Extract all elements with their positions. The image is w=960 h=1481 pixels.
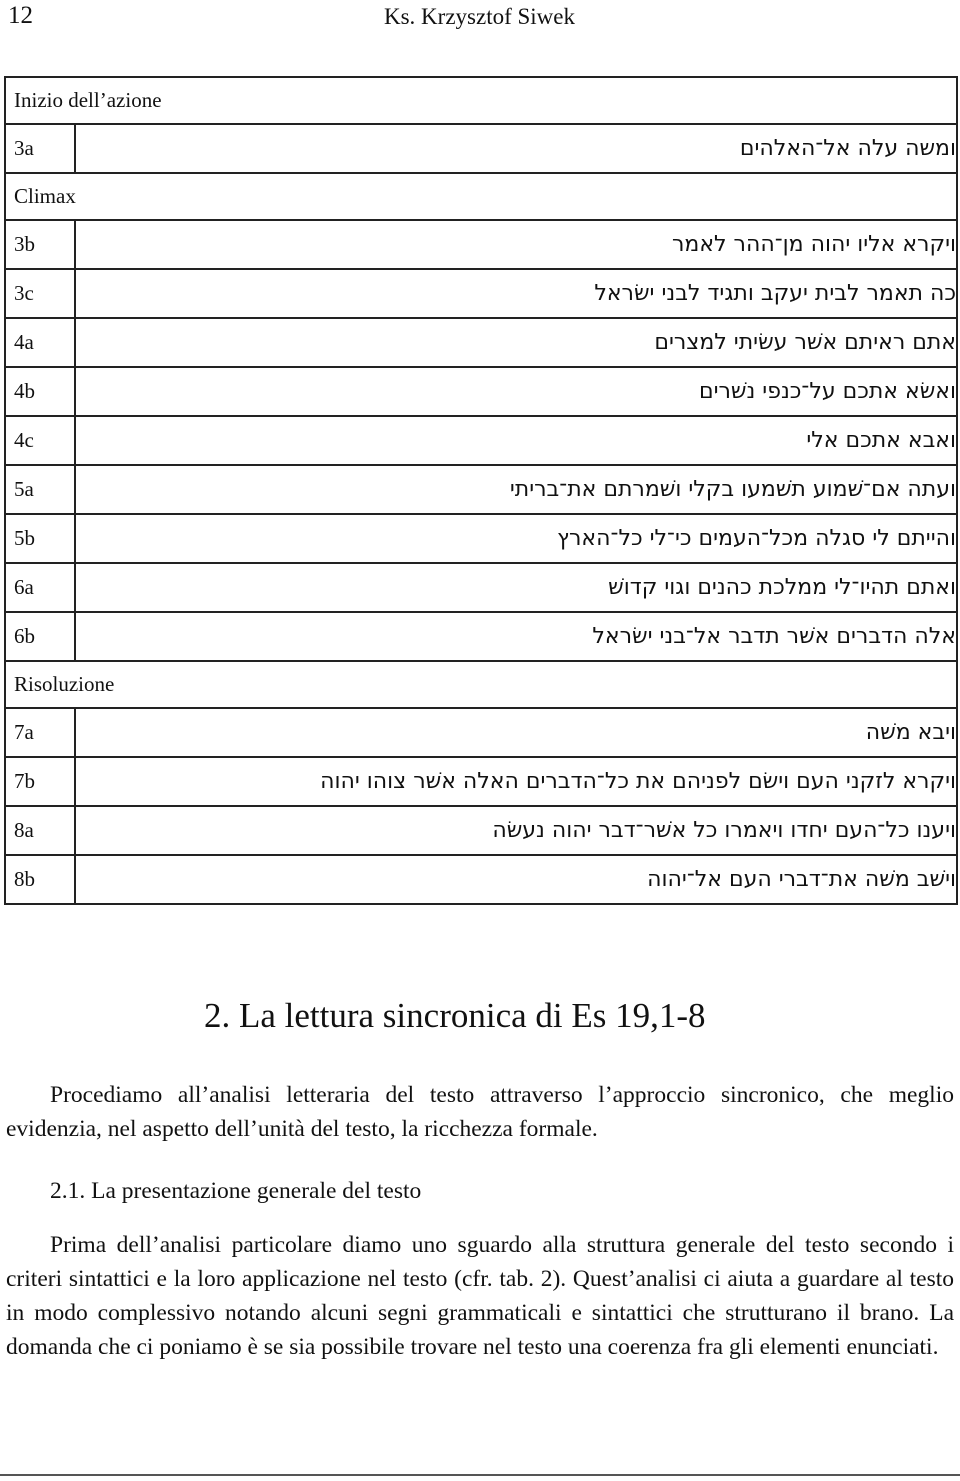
table-row — [5, 563, 957, 612]
hebrew-cell — [75, 367, 957, 416]
table-row — [5, 612, 957, 661]
table-row — [5, 318, 957, 367]
section-label: Inizio dell’azione — [5, 77, 957, 124]
verse-ref: 8b — [5, 855, 75, 904]
hebrew-cell — [75, 318, 957, 367]
hebrew-cell — [75, 563, 957, 612]
hebrew-cell — [75, 465, 957, 514]
hebrew-cell — [75, 708, 957, 757]
running-author: Ks. Krzysztof Siwek — [384, 4, 575, 29]
verse-ref: 5a — [5, 465, 75, 514]
table-row — [5, 757, 957, 806]
verse-ref: 6a — [5, 563, 75, 612]
table-row — [5, 855, 957, 904]
hebrew-text: והייתם לי סגלה מכל־העמים כי־לי כל־הארץ — [557, 526, 956, 551]
hebrew-cell — [75, 124, 957, 173]
verse-ref: 3a — [5, 124, 75, 173]
hebrew-text: כה תאמר לבית יעקב ותגיד לבני ישׂראל — [594, 281, 956, 306]
verse-ref: 3c — [5, 269, 75, 318]
verse-ref: 3b — [5, 220, 75, 269]
section-heading: 2. La lettura sincronica di Es 19,1-8 — [204, 996, 706, 1035]
verse-ref: 7b — [5, 757, 75, 806]
hebrew-text: ואתם תהיו־לי ממלכת כהנים וגוי קדושׁ — [608, 575, 956, 600]
table-row — [5, 367, 957, 416]
hebrew-text: וישׁב משׁה את־דברי העם אל־יהוה — [647, 867, 956, 892]
body-paragraph: Prima dell’analisi particolare diamo uno sguardo alla struttura generale del testo secondo i criteri sintattici e la loro applicazione nel testo (cfr. tab. 2). Quest’analisi ci aiuta a guardare al testo in modo complessivo notando alcuni segni grammaticali e sintattici che strutturano il brano. La domanda che ci poniamo è se sia possibile trovare nel testo una coerenza fra gli elementi enunciati. — [6, 1232, 954, 1360]
verse-ref: 5b — [5, 514, 75, 563]
hebrew-cell — [75, 806, 957, 855]
hebrew-text: ומשה עלה אל־האלהים — [739, 136, 956, 161]
verse-ref: 8a — [5, 806, 75, 855]
hebrew-text: ויקרא לזקני העם וישׂם לפניהם את כל־הדברים האלה אשׁר צוהו יהוה — [320, 769, 956, 794]
verse-ref: 7a — [5, 708, 75, 757]
table-row — [5, 269, 957, 318]
hebrew-text: אתם ראיתם אשׁר עשׂיתי למצרים — [654, 330, 956, 355]
section-label: Risoluzione — [5, 661, 957, 708]
table-row — [5, 514, 957, 563]
table-section-row — [5, 661, 957, 708]
hebrew-text: ויענו כל־העם יחדו ויאמרו כל אשׁר־דבר יהוה נעשׂה — [492, 818, 956, 843]
hebrew-cell — [75, 416, 957, 465]
verse-structure-table — [4, 76, 958, 905]
table-row — [5, 465, 957, 514]
hebrew-cell — [75, 612, 957, 661]
verse-ref: 4a — [5, 318, 75, 367]
footer-rule — [0, 1474, 960, 1476]
verse-ref: 6b — [5, 612, 75, 661]
hebrew-text: ואבא אתכם אלי — [806, 428, 956, 453]
hebrew-cell — [75, 514, 957, 563]
table-row — [5, 806, 957, 855]
hebrew-cell — [75, 269, 957, 318]
section-label: Climax — [5, 173, 957, 220]
hebrew-cell — [75, 855, 957, 904]
hebrew-text: ואשׂא אתכם על־כנפי נשׁרים — [698, 379, 956, 404]
table-section-row — [5, 173, 957, 220]
table-row — [5, 708, 957, 757]
hebrew-text: אלה הדברים אשׁר תדבר אל־בני ישׂראל — [592, 624, 956, 649]
hebrew-text: ויקרא אליו יהוה מן־ההר לאמר — [671, 232, 956, 257]
hebrew-cell — [75, 220, 957, 269]
hebrew-text: ועתה אם־שׁמוע תשׁמעו בקלי ושׁמרתם את־בריתי — [509, 477, 956, 502]
verse-ref: 4b — [5, 367, 75, 416]
page-header — [0, 0, 960, 36]
table-row — [5, 124, 957, 173]
verse-ref: 4c — [5, 416, 75, 465]
subsection-heading: 2.1. La presentazione generale del testo — [50, 1178, 422, 1204]
table-row — [5, 220, 957, 269]
intro-paragraph: Procediamo all’analisi letteraria del testo attraverso l’approccio sincronico, che meglio evidenzia, nel aspetto dell’unità del testo, la ricchezza formale. — [6, 1082, 954, 1142]
page-number: 12 — [8, 2, 33, 29]
hebrew-cell — [75, 757, 957, 806]
hebrew-text: ויבא משׁה — [865, 720, 956, 745]
table-row — [5, 416, 957, 465]
table-section-row — [5, 77, 957, 124]
